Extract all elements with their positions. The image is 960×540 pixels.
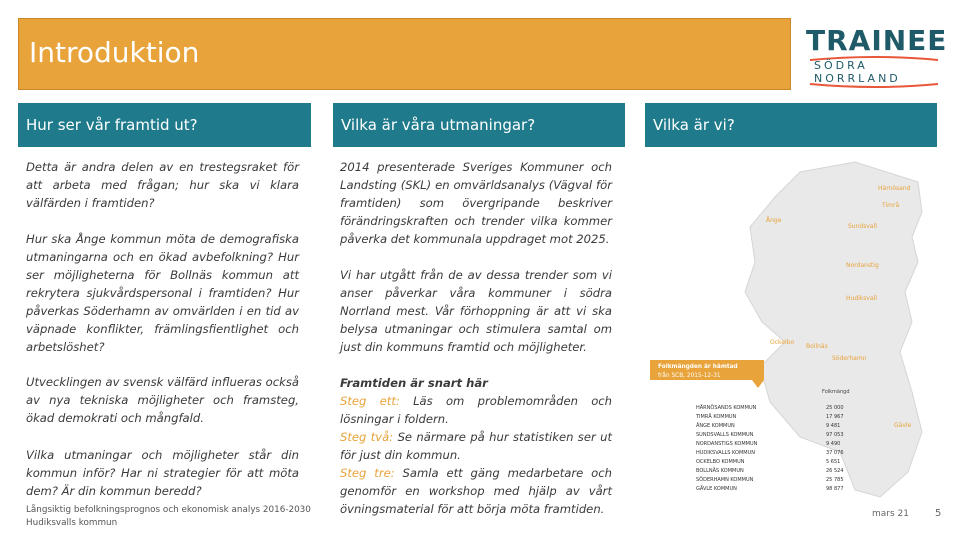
map-callout-text: från SCB, 2015-12-31 bbox=[658, 373, 721, 379]
table-cell-value: 25 000 bbox=[826, 405, 844, 411]
table-cell-value: 97 053 bbox=[826, 432, 844, 438]
table-cell-name: ÅNGE KOMMUN bbox=[696, 423, 735, 429]
column-1-text-4 bbox=[26, 446, 299, 500]
place-label: Gävle bbox=[894, 422, 912, 429]
column-heading-utmaningar: Vilka är våra utmaningar? bbox=[333, 103, 625, 147]
paragraph: Hur ska Ånge kommun möta de demografiska utmaningarna och en ökad avbefolkning? Hur ser möjligheterna för Bollnäs kommun att rekrytera sjukvårdspersonal i framtiden? Hur påverkas Söderhamn av omvärlden i en tid av väpnade konflikter, främlingsfientlighet och arbetslöshet? bbox=[26, 232, 299, 354]
paragraph: 2014 presenterade Sveriges Kommuner och Landsting (SKL) en omvärldsanalys (Vägval för framtiden) som övergripande beskriver förändringskraften och trender vilka kommer påverka det kommunala uppdraget mot 2025. bbox=[340, 160, 612, 246]
table-cell-name: HUDIKSVALLS KOMMUN bbox=[696, 450, 756, 456]
place-label: Härnösand bbox=[878, 185, 911, 192]
table-header: Folkmängd bbox=[822, 389, 850, 395]
column-1-text bbox=[26, 158, 299, 212]
footer-date: mars 21 bbox=[872, 509, 909, 519]
paragraph: Detta är andra delen av en trestegsraket för att arbeta med frågan; hur ska vi klara välfärden i framtiden? bbox=[26, 160, 299, 210]
paragraph: Vi har utgått från de av dessa trender som vi anser påverkar våra kommuner i södra Norrland mest. Vår förhoppning är att vi ska belysa utmaningar och stimulera samtal om just din kommuns framtid och möjligheter. bbox=[340, 268, 612, 354]
step-text: Samla ett gäng medarbetare och genomför en workshop med hjälp av vårt övningsmaterial för att börja möta framtiden. bbox=[340, 466, 612, 516]
table-cell-name: TIMRÅ KOMMUN bbox=[696, 414, 737, 420]
place-label: Sundsvall bbox=[848, 223, 877, 230]
step-label: Steg två: bbox=[340, 430, 394, 444]
column-1-text-2 bbox=[26, 230, 299, 356]
step-item bbox=[340, 428, 612, 464]
table-cell-value: 9 490 bbox=[826, 441, 841, 447]
column-1-text-3 bbox=[26, 373, 299, 427]
table-cell-name: BOLLNÄS KOMMUN bbox=[696, 468, 744, 474]
table-cell-name: NORDANSTIGS KOMMUN bbox=[696, 441, 758, 447]
table-cell-value: 98 877 bbox=[826, 486, 844, 492]
column-2-text-2 bbox=[340, 266, 612, 356]
column-heading-vilka-ar-vi: Vilka är vi? bbox=[645, 103, 937, 147]
table-cell-value: 37 076 bbox=[826, 450, 844, 456]
column-2-text bbox=[340, 158, 612, 248]
paragraph: Utvecklingen av svensk välfärd influeras också av nya tekniska möjligheter och framsteg, ökad demokrati och mångfald. bbox=[26, 375, 299, 425]
logo-sub-text: SÖDRA NORRLAND bbox=[814, 59, 901, 85]
step-item bbox=[340, 392, 612, 428]
table-cell-value: 26 524 bbox=[826, 468, 844, 474]
step-label: Steg tre: bbox=[340, 466, 395, 480]
logo-main-text: TRAINEE bbox=[806, 24, 948, 57]
title-bar bbox=[18, 18, 791, 90]
table-cell-value: 9 481 bbox=[826, 423, 841, 429]
place-label: Hudiksvall bbox=[846, 295, 877, 302]
table-cell-name: SÖDERHAMN KOMMUN bbox=[696, 477, 754, 483]
trainee-logo bbox=[806, 24, 948, 90]
table-cell-value: 25 785 bbox=[826, 477, 844, 483]
place-label: Ånge bbox=[766, 217, 782, 224]
place-label: Ockelbo bbox=[770, 339, 795, 346]
column-heading-framtid: Hur ser vår framtid ut? bbox=[18, 103, 311, 147]
table-cell-name: SUNDSVALLS KOMMUN bbox=[696, 432, 754, 438]
place-label: Söderhamn bbox=[832, 355, 867, 362]
source-line: Hudiksvalls kommun bbox=[26, 518, 118, 528]
paragraph: Vilka utmaningar och möjligheter står din kommun inför? Har ni strategier för att möta dem? Är din kommun beredd? bbox=[26, 448, 299, 498]
step-item bbox=[340, 464, 612, 518]
page-title: Introduktion bbox=[29, 36, 200, 69]
place-label: Nordanstig bbox=[846, 262, 879, 269]
table-cell-name: OCKELBO KOMMUN bbox=[696, 459, 745, 465]
region-map bbox=[650, 152, 940, 512]
steps-title: Framtiden är snart här bbox=[340, 376, 488, 390]
table-cell-name: HÄRNÖSANDS KOMMUN bbox=[696, 405, 757, 411]
source-note bbox=[26, 504, 311, 530]
table-cell-value: 5 651 bbox=[826, 459, 841, 465]
page-number: 5 bbox=[935, 508, 942, 519]
step-label: Steg ett: bbox=[340, 394, 400, 408]
place-label: Bollnäs bbox=[806, 343, 828, 350]
map-svg bbox=[650, 152, 940, 512]
step-text: Se närmare på hur statistiken ser ut för just din kommun. bbox=[340, 430, 612, 462]
step-text: Läs om problemområden och lösningar i foldern. bbox=[340, 394, 613, 426]
column-2-steps bbox=[340, 374, 612, 518]
table-cell-value: 17 967 bbox=[826, 414, 844, 420]
table-cell-name: GÄVLE KOMMUN bbox=[696, 486, 737, 492]
source-line: Långsiktig befolkningsprognos och ekonomisk analys 2016-2030 bbox=[26, 505, 311, 515]
map-callout-text: Folkmängden är hämtad bbox=[658, 364, 738, 370]
place-label: Timrå bbox=[882, 202, 900, 209]
